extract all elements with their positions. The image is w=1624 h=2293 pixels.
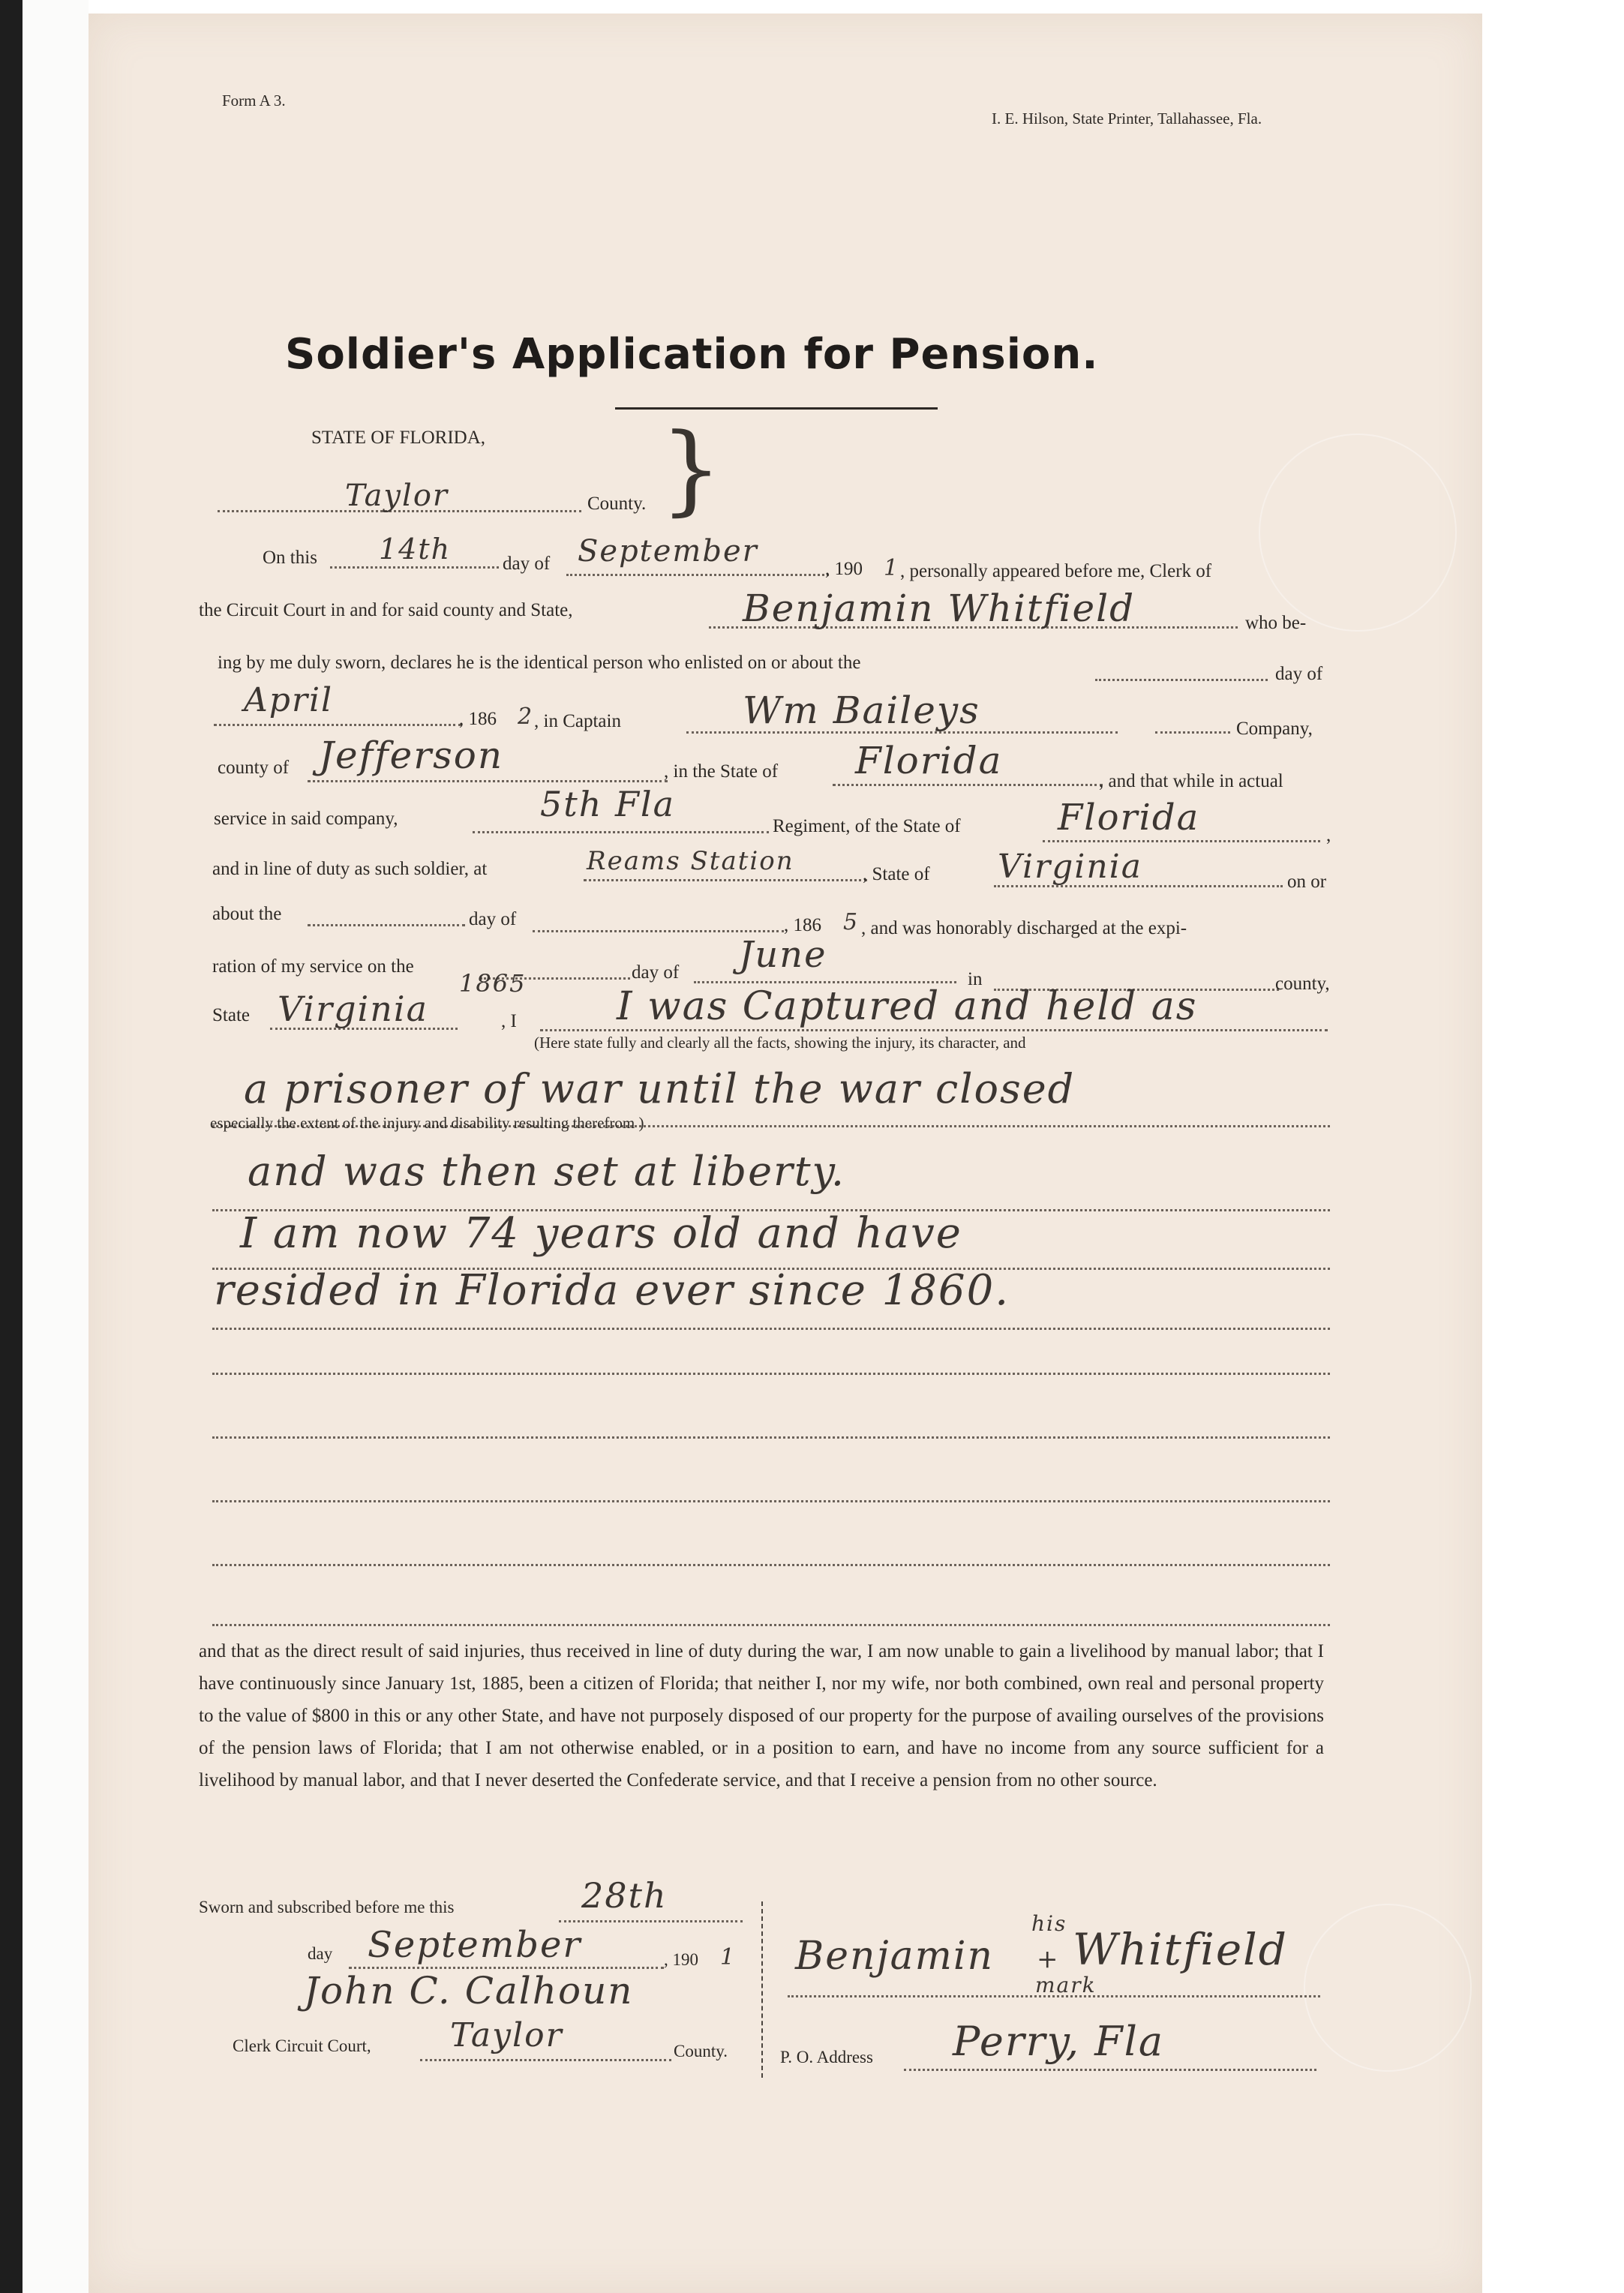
captain-blank-2 — [1155, 731, 1230, 734]
enlist-day-blank — [1095, 679, 1268, 681]
clerk-county-blank — [420, 2059, 671, 2061]
text-day-of: day of — [1275, 664, 1323, 684]
day-value: 14th — [379, 533, 452, 566]
injury-year-digit: 5 — [843, 909, 860, 935]
text-year-prefix: , 190 — [825, 559, 863, 579]
injury-day-blank — [308, 924, 465, 926]
regiment-state-blank — [1043, 840, 1320, 842]
injury-month-blank — [533, 930, 784, 932]
scan-margin — [23, 0, 89, 2293]
comma: , — [1326, 825, 1331, 845]
po-label: P. O. Address — [780, 2048, 873, 2066]
text-expiration: ration of my service on the — [212, 956, 414, 977]
text-regiment-of-state: Regiment, of the State of — [773, 816, 961, 836]
text-state: State — [212, 1005, 250, 1025]
venue-brace: } — [660, 412, 722, 526]
statement-blank-10 — [212, 1624, 1330, 1626]
place-state: Virginia — [998, 848, 1142, 886]
applicant-signature-last: Whitfield — [1073, 1924, 1288, 1975]
statement-line-5: resided in Florida ever since 1860. — [214, 1266, 1010, 1315]
text-about-the: about the — [212, 904, 282, 924]
instruction-note-1: (Here state fully and clearly all the facts, showing the injury, its character, and — [534, 1034, 1026, 1052]
regiment-value: 5th Fla — [540, 784, 676, 824]
text-i: , I — [501, 1011, 517, 1031]
jurat-year-label: , 190 — [664, 1950, 698, 1969]
text-county-of: county of — [218, 758, 290, 778]
statement-blank-6 — [212, 1373, 1330, 1375]
printer-imprint: I. E. Hilson, State Printer, Tallahassee, Fla. — [992, 110, 1262, 128]
title-underline — [615, 407, 938, 410]
captain-value: Wm Baileys — [743, 689, 980, 732]
mark-x: + — [1037, 1944, 1060, 1974]
jurat-year-digit: 1 — [720, 1944, 737, 1970]
text-honorably-discharged: , and was honorably discharged at the expi- — [861, 918, 1187, 938]
text-in: in — [968, 969, 983, 989]
county-label: County. — [587, 494, 647, 514]
text-personally-appeared: , personally appeared before me, Clerk of — [900, 561, 1212, 581]
enlist-month: April — [244, 681, 334, 719]
text-day-of: day of — [503, 554, 551, 574]
sworn-month: September — [368, 1924, 582, 1966]
enlist-county-blank — [308, 780, 668, 782]
text-service-company: service in said company, — [214, 809, 398, 829]
sworn-day: 28th — [581, 1875, 668, 1916]
sworn-day-blank — [559, 1920, 743, 1922]
text-identical-person: ing by me duly sworn, declares he is the identical person who enlisted on or about the — [218, 653, 861, 673]
county-value: Taylor — [345, 479, 449, 513]
text-year-prefix: , 186 — [459, 709, 497, 729]
clerk-county: Taylor — [450, 2016, 563, 2054]
embossed-seal — [1259, 434, 1457, 632]
enlist-year-digit: 2 — [518, 704, 534, 730]
text-day-of: day of — [632, 962, 680, 983]
statement-blank-1 — [540, 1029, 1328, 1031]
month-value: September — [578, 534, 758, 569]
statement-line-3: and was then set at liberty. — [248, 1148, 846, 1195]
instruction-note-2: especially the extent of the injury and disability resulting therefrom ) — [210, 1114, 644, 1132]
year-digit: 1 — [884, 555, 900, 581]
po-value: Perry, Fla — [953, 2018, 1165, 2065]
jurat-county-label: County. — [674, 2042, 728, 2060]
statement-line-4: I am now 74 years old and have — [240, 1209, 962, 1258]
text-county: county, — [1275, 974, 1330, 994]
regiment-state: Florida — [1058, 797, 1200, 839]
discharge-month-blank — [694, 981, 956, 983]
statement-blank-8 — [212, 1500, 1330, 1502]
enlist-county: Jefferson — [319, 734, 504, 777]
text-day-of: day of — [469, 909, 517, 929]
discharge-month: June — [739, 934, 827, 976]
applicant-signature-first: Benjamin — [795, 1934, 995, 1979]
text-in-captain: , in Captain — [534, 711, 621, 731]
place-value: Reams Station — [587, 846, 794, 876]
enlist-month-blank — [214, 724, 461, 726]
text-in-state-of: , in the State of — [664, 761, 779, 782]
day-label: day — [308, 1944, 333, 1963]
discharge-year: 1865 — [459, 969, 527, 998]
statement-blank-9 — [212, 1564, 1330, 1566]
declaration-paragraph: and that as the direct result of said injuries, thus received in line of duty during the war, I am now unable to gain a livelihood by manual labor; that I have continuously since January 1st, 1885, been a citizen of Florida; that neither I, nor my wife, nor both combined, own real and personal property to the value of $800 in this or any other State, and have not purposely disposed of our property for the purpose of availing ourselves of the provisions of the pension laws of Florida; that I am not otherwise enabled, or in a position to earn, and have no income from any source sufficient for a livelihood by manual labor, and that I never deserted the Confederate service, and that I receive a pension from no other source. — [199, 1641, 1324, 1790]
text-who-being: who be- — [1245, 613, 1307, 633]
po-blank — [904, 2069, 1316, 2071]
form-number: Form A 3. — [222, 92, 286, 110]
text-line-of-duty: and in line of duty as such soldier, at — [212, 859, 488, 879]
statement-line-1: I was Captured and held as — [617, 984, 1198, 1029]
jurat-divider — [761, 1901, 763, 2078]
place-blank — [584, 879, 867, 881]
text-circuit-court: the Circuit Court in and for said county and State, — [199, 600, 573, 620]
day-blank — [330, 566, 499, 569]
applicant-name: Benjamin Whitfield — [743, 587, 1136, 630]
enlist-state: Florida — [855, 739, 1003, 782]
scan-border — [0, 0, 23, 2293]
enlist-state-blank — [833, 784, 1103, 786]
mark-mark: mark — [1035, 1973, 1097, 1997]
page-title: Soldier's Application for Pension. — [285, 330, 1099, 379]
regiment-blank — [473, 831, 769, 833]
statement-line-2: a prisoner of war until the war closed — [244, 1065, 1076, 1112]
text-on-this: On this — [263, 548, 317, 568]
text-year-prefix: , 186 — [784, 915, 821, 935]
text-on-or: on or — [1287, 872, 1327, 892]
text-state-of: , State of — [863, 864, 930, 884]
state-label: STATE OF FLORIDA, — [311, 428, 486, 448]
mark-his: his — [1031, 1911, 1067, 1936]
text-company: Company, — [1236, 719, 1313, 739]
statement-blank-5 — [212, 1328, 1330, 1330]
discharge-state: Virginia — [278, 989, 429, 1029]
text-actual-service: , and that while in actual — [1099, 771, 1283, 791]
sworn-label: Sworn and subscribed before me this — [199, 1898, 455, 1916]
embossed-seal — [1304, 1904, 1472, 2072]
statement-blank-7 — [212, 1436, 1330, 1439]
clerk-label: Clerk Circuit Court, — [233, 2036, 371, 2055]
month-blank — [566, 574, 829, 576]
clerk-signature: John C. Calhoun — [304, 1969, 634, 2012]
